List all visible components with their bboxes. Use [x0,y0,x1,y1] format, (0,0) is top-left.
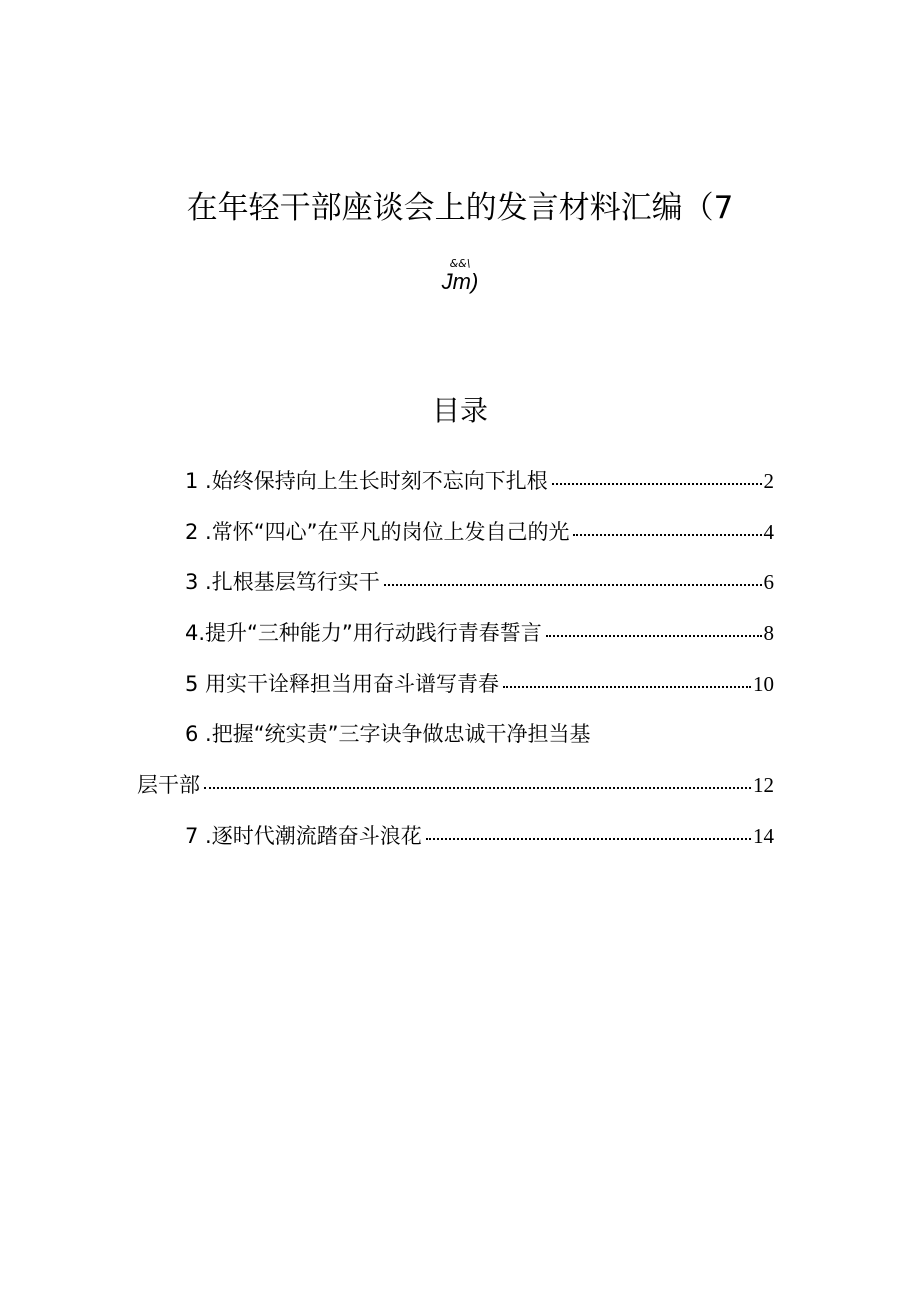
toc-entry-6[interactable] [185,719,774,749]
document-title: 在年轻干部座谈会上的发言材料汇编（7 [186,190,734,226]
toc-leader-dots [384,567,762,589]
toc-entry-page: 14 [753,824,774,848]
toc-entry-page: 10 [753,672,774,696]
toc-entry-1[interactable] [185,466,774,496]
title-fragment-small: &&\ [449,257,471,270]
toc-entry-text: 6 .把握“统实责”三字诀争做忠诚干净担当基 [185,722,591,746]
toc-entry-page: 12 [753,773,774,797]
toc-entry-3[interactable] [185,567,774,597]
toc-heading: 目录 [431,394,488,427]
toc-entry-6-continued[interactable] [137,770,774,800]
toc-leader-dots [573,517,761,539]
toc-entry-5[interactable] [185,669,774,699]
toc-entry-2[interactable] [185,517,774,547]
toc-entry-text: 2 .常怀“四心”在平凡的岗位上发自己的光 [185,520,570,544]
toc-leader-dots [552,466,762,488]
toc-entry-page: 8 [763,621,774,645]
toc-entry-text: 层干部 [137,773,200,797]
toc-entry-4[interactable] [185,618,774,648]
toc-leader-dots [204,770,751,792]
toc-entry-text: 7 .逐时代潮流踏奋斗浪花 [185,824,422,848]
toc-entry-text: 4.提升“三种能力”用行动践行青春誓言 [185,621,542,645]
toc-leader-dots [426,821,751,843]
toc-leader-dots [503,669,751,691]
toc-leader-dots [546,618,762,640]
title-fragment-main: Jm) [441,269,479,294]
toc-entry-text: 1 .始终保持向上生长时刻不忘向下扎根 [185,469,548,493]
toc-entry-text: 5 用实干诠释担当用奋斗谱写青春 [185,672,500,696]
toc-entry-page: 4 [763,520,774,544]
toc-entry-page: 6 [763,570,774,594]
toc-entry-7[interactable] [185,821,774,851]
toc-entry-text: 3 .扎根基层笃行实干 [185,570,380,594]
toc-entry-page: 2 [763,469,774,493]
